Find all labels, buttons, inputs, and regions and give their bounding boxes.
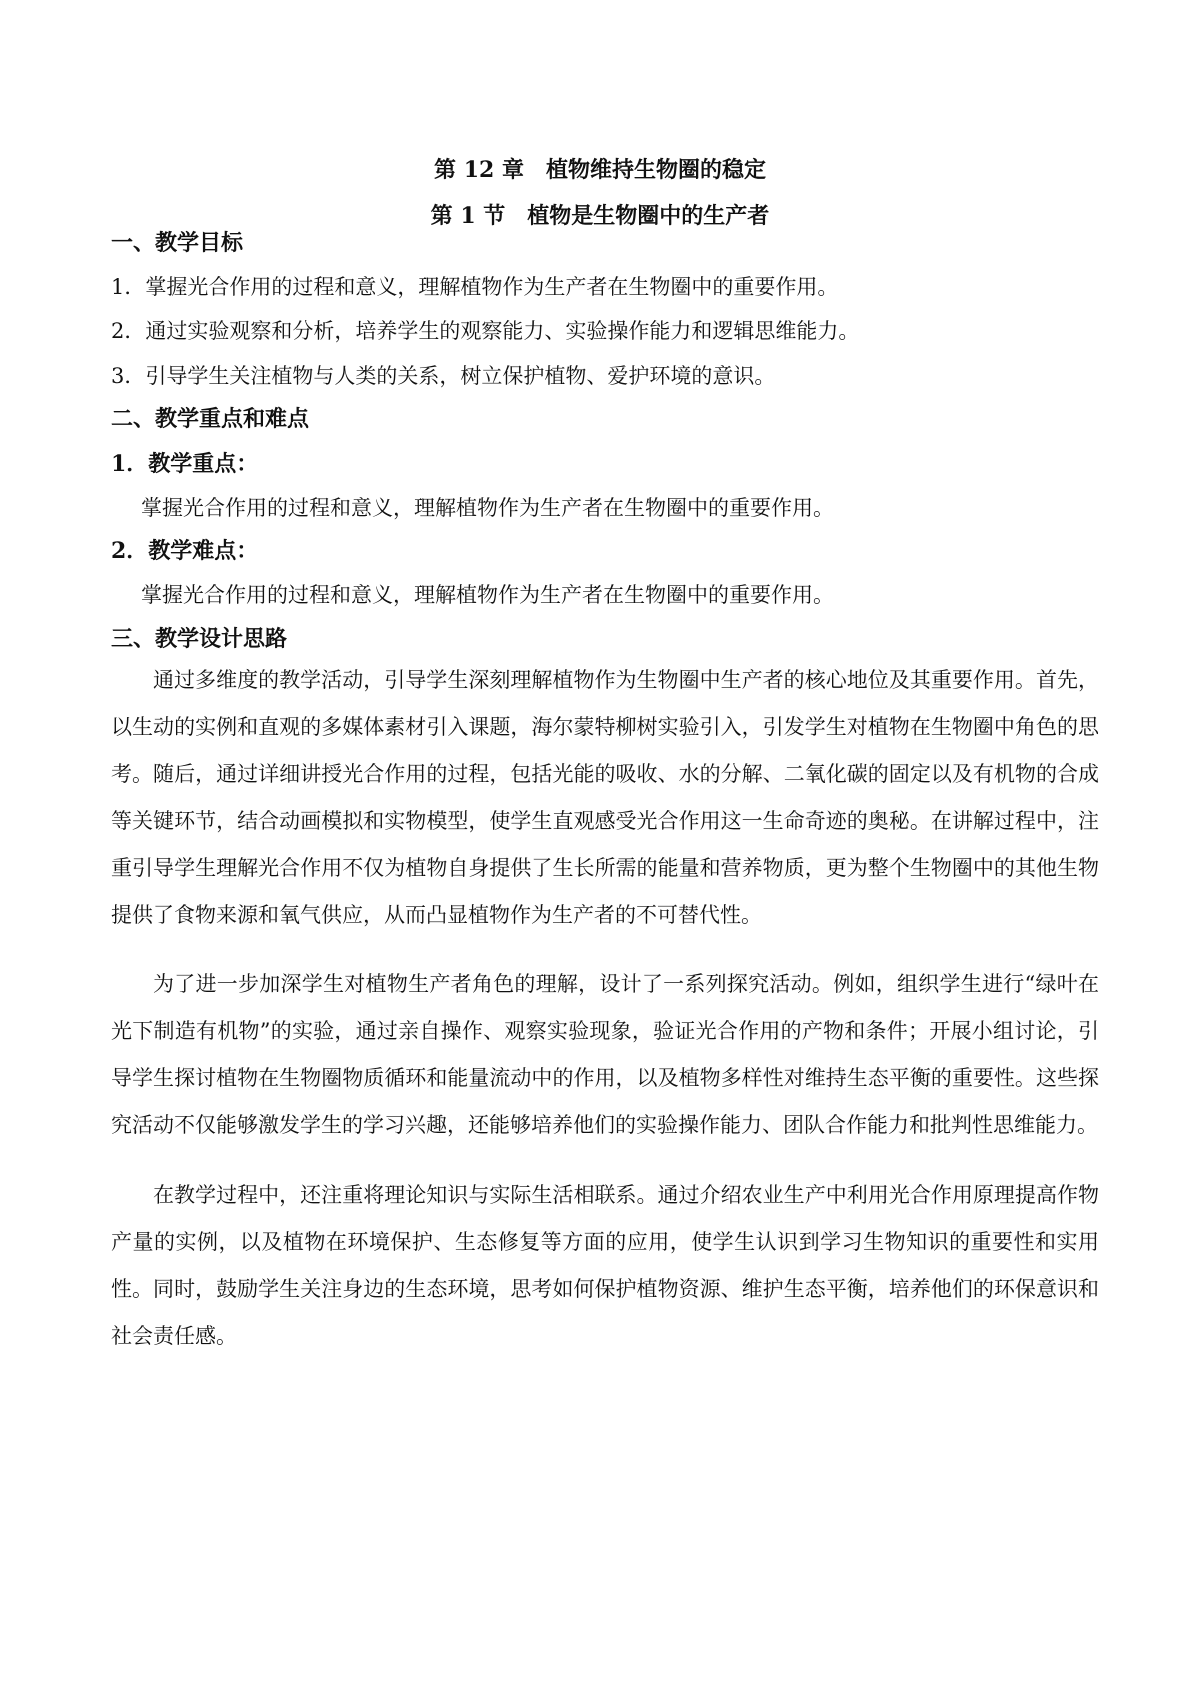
objective-item: 2．通过实验观察和分析，培养学生的观察能力、实验操作能力和逻辑思维能力。 [111,319,860,343]
design-paragraph: 在教学过程中，还注重将理论知识与实际生活相联系。通过介绍农业生产中利用光合作用原理提高作物产量的实例，以及植物在环境保护、生态修复等方面的应用，使学生认识到学习生物知识的重要性和实用性。同时，鼓励学生关注身边的生态环境，思考如何保护植物资源、维护生态平衡，培养他们的环保意识和社会责任感。 [111,1183,1099,1348]
section-title: 第 1 节 植物是生物圈中的生产者 [430,203,770,229]
objectives-heading: 一、教学目标 [111,230,244,256]
chapter-title: 第 12 章 植物维持生物圈的稳定 [434,157,766,183]
focus-text: 掌握光合作用的过程和意义，理解植物作为生产者在生物圈中的重要作用。 [141,496,834,520]
design-paragraph: 通过多维度的教学活动，引导学生深刻理解植物作为生物圈中生产者的核心地位及其重要作用。首先，以生动的实例和直观的多媒体素材引入课题，海尔蒙特柳树实验引入，引发学生对植物在生物圈中角色的思考。随后，通过详细讲授光合作用的过程，包括光能的吸收、水的分解、二氧化碳的固定以及有机物的合成等关键环节，结合动画模拟和实物模型，使学生直观感受光合作用这一生命奇迹的奥秘。在讲解过程中，注重引导学生理解光合作用不仅为植物自身提供了生长所需的能量和营养物质，更为整个生物圈中的其他生物提供了食物来源和氧气供应，从而凸显植物作为生产者的不可替代性。 [111,668,1099,927]
objective-item: 1．掌握光合作用的过程和意义，理解植物作为生产者在生物圈中的重要作用。 [111,275,839,299]
difficulty-label: 2．教学难点： [111,538,259,564]
design-heading: 三、教学设计思路 [111,626,288,652]
design-paragraph: 为了进一步加深学生对植物生产者角色的理解，设计了一系列探究活动。例如，组织学生进行“绿叶在光下制造有机物”的实验，通过亲自操作、观察实验现象，验证光合作用的产物和条件；开展小组讨论，引导学生探讨植物在生物圈物质循环和能量流动中的作用，以及植物多样性对维持生态平衡的重要性。这些探究活动不仅能够激发学生的学习兴趣，还能够培养他们的实验操作能力、团队合作能力和批判性思维能力。 [111,972,1099,1137]
key-points-heading: 二、教学重点和难点 [111,406,310,432]
objective-item: 3．引导学生关注植物与人类的关系，树立保护植物、爱护环境的意识。 [111,364,776,388]
focus-label: 1．教学重点： [111,451,259,477]
difficulty-text: 掌握光合作用的过程和意义，理解植物作为生产者在生物圈中的重要作用。 [141,583,834,607]
